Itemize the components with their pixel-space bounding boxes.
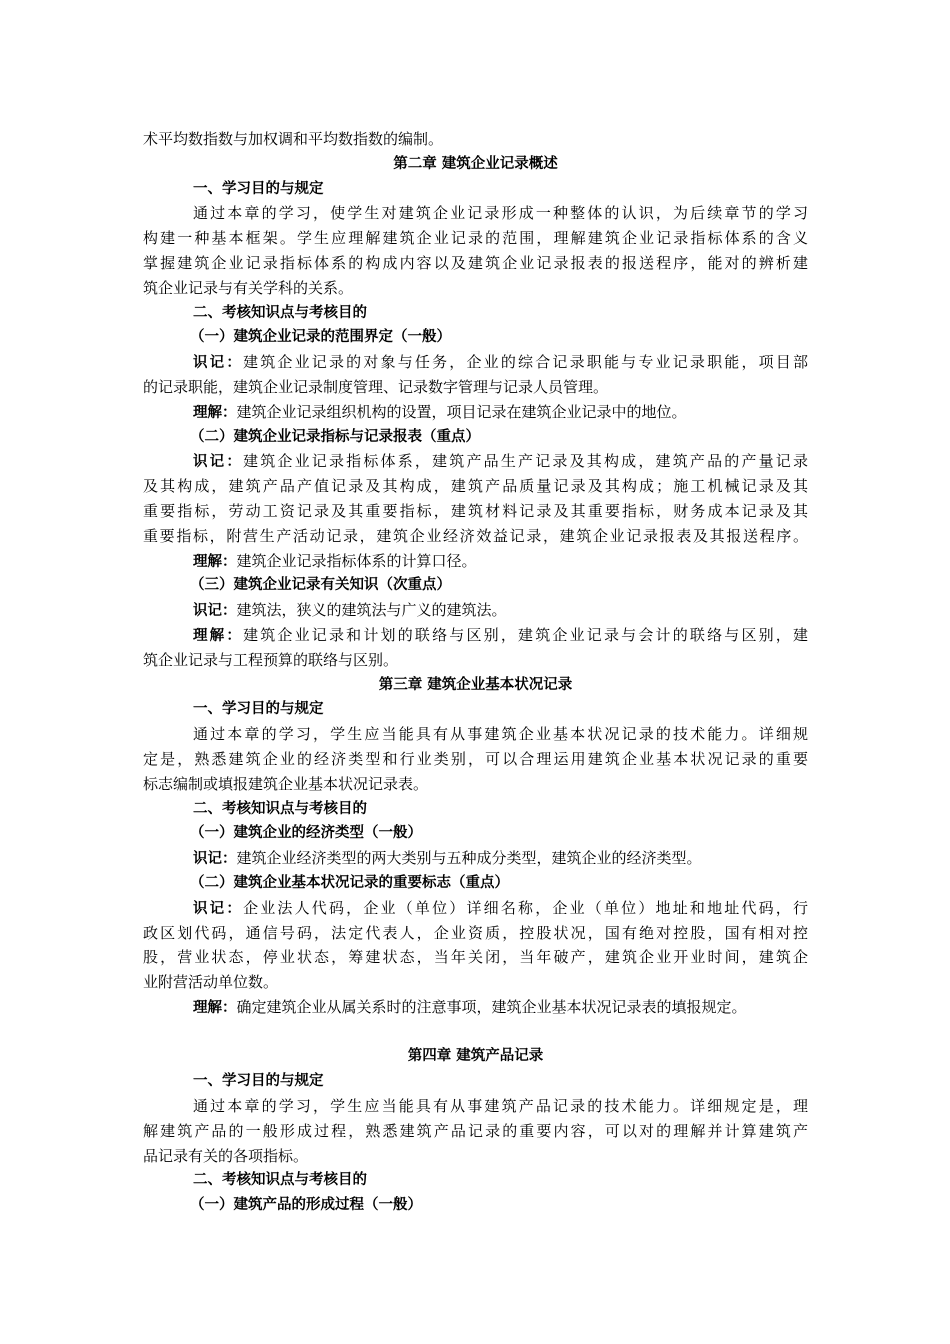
line-text: 一、学习目的与规定 <box>193 701 324 718</box>
line-text: 品记录有关的各项指标。 <box>143 1146 309 1165</box>
subsection-heading <box>143 821 808 846</box>
line-text: 建筑企业记录指标体系的计算口径。 <box>236 551 477 570</box>
paragraph-line <box>143 449 808 474</box>
line-text: 二、考核知识点与考核目的 <box>193 1172 367 1189</box>
chapter-heading <box>143 152 808 177</box>
line-text: 一、学习目的与规定 <box>193 1073 324 1090</box>
paragraph-line <box>143 226 808 251</box>
term-label: 识记： <box>193 355 244 372</box>
line-text: 建筑企业经济类型的两大类别与五种成分类型，建筑企业的经济类型。 <box>236 849 702 868</box>
paragraph-line <box>143 1094 808 1119</box>
subsection-heading <box>143 325 808 350</box>
line-text: 通过本章的学习，学生应当能具有从事建筑企业基本状况记录的技术能力。详细规 <box>193 725 808 744</box>
line-text: 建筑企业记录的对象与任务，企业的综合记录职能与专业记录职能，项目部 <box>243 353 808 372</box>
line-text: 的记录职能，建筑企业记录制度管理、记录数字管理与记录人员管理。 <box>143 377 609 396</box>
line-text: （一）建筑企业的经济类型（一般） <box>190 825 422 842</box>
line-text: 定是，熟悉建筑企业的经济类型和行业类别，可以合理运用建筑企业基本状况记录的重要 <box>143 749 808 768</box>
line-text: 术平均数指数与加权调和平均数指数的编制。 <box>143 130 444 148</box>
line-text: 掌握建筑企业记录指标体系的构成内容以及建筑企业记录报表的报送程序，能对的辨析建 <box>143 253 808 272</box>
line-text: 及其构成，建筑产品产值记录及其构成，建筑产品质量记录及其构成；施工机械记录及其 <box>143 477 808 496</box>
line-text: 确定建筑企业从属关系时的注意事项，建筑企业基本状况记录表的填报规定。 <box>236 997 747 1016</box>
term-label: 识记： <box>193 454 244 471</box>
section-heading <box>143 697 808 722</box>
line-text: （二）建筑企业记录指标与记录报表（重点） <box>190 428 480 445</box>
paragraph-line <box>143 549 808 574</box>
term-label: 识记： <box>193 603 237 620</box>
subsection-heading <box>143 871 808 896</box>
section-heading <box>143 1069 808 1094</box>
paragraph-line <box>143 350 808 375</box>
paragraph-line <box>143 127 808 152</box>
paragraph-line <box>143 846 808 871</box>
paragraph-line <box>143 970 808 995</box>
term-label: 识记： <box>193 900 244 917</box>
line-text: 股，营业状态，停业状态，筹建状态，当年关闭，当年破产，建筑企业开业时间，建筑企 <box>143 948 808 967</box>
subsection-heading <box>143 573 808 598</box>
line-text: （二）建筑企业基本状况记录的重要标志（重点） <box>190 874 509 891</box>
line-text: 二、考核知识点与考核目的 <box>193 304 367 321</box>
blank-line <box>143 1020 808 1045</box>
line-text: 构建一种基本框架。学生应理解建筑企业记录的范围，理解建筑企业记录指标体系的含义 <box>143 229 808 248</box>
paragraph-line <box>143 598 808 623</box>
line-text: 一、学习目的与规定 <box>193 180 324 197</box>
line-text: 重要指标，劳动工资记录及其重要指标，建筑材料记录及其重要指标，财务成本记录及其 <box>143 501 808 520</box>
line-text: 二、考核知识点与考核目的 <box>193 800 367 817</box>
paragraph-line <box>143 772 808 797</box>
paragraph-line <box>143 921 808 946</box>
paragraph-line <box>143 499 808 524</box>
line-text: 业附营活动单位数。 <box>143 973 279 992</box>
line-text: 政区划代码，通信号码，法定代表人，企业资质，控股状况，国有绝对控股，国有相对控 <box>143 923 808 942</box>
line-text: 第二章 建筑企业记录概述 <box>393 155 558 172</box>
line-text: 建筑企业记录指标体系，建筑产品生产记录及其构成，建筑产品的产量记录 <box>243 452 808 471</box>
line-text: 重要指标，附营生产活动记录，建筑企业经济效益记录，建筑企业记录报表及其报送程序。 <box>143 526 808 545</box>
term-label: 理解： <box>193 553 237 570</box>
paragraph-line <box>143 896 808 921</box>
line-text: （三）建筑企业记录有关知识（次重点） <box>190 577 451 594</box>
paragraph-line <box>143 1119 808 1144</box>
line-text: 建筑法，狭义的建筑法与广义的建筑法。 <box>236 601 507 620</box>
section-heading <box>143 301 808 326</box>
line-text: 通过本章的学习，学生应当能具有从事建筑产品记录的技术能力。详细规定是，理 <box>193 1097 808 1116</box>
term-label: 识记： <box>193 851 237 868</box>
paragraph-line <box>143 747 808 772</box>
line-text: 第三章 建筑企业基本状况记录 <box>378 676 573 693</box>
section-heading <box>143 177 808 202</box>
line-text: （一）建筑企业记录的范围界定（一般） <box>190 329 451 346</box>
paragraph-line <box>143 722 808 747</box>
term-label: 理解： <box>193 627 244 644</box>
line-text: 筑企业记录与有关学科的关系。 <box>143 278 354 297</box>
subsection-heading <box>143 1193 808 1218</box>
line-text: 建筑企业记录组织机构的设置，项目记录在建筑企业记录中的地位。 <box>236 402 687 421</box>
paragraph-line <box>143 623 808 648</box>
term-label: 理解： <box>193 999 237 1016</box>
line-text: 企业法人代码，企业（单位）详细名称，企业（单位）地址和地址代码，行 <box>243 898 808 917</box>
paragraph-line <box>143 251 808 276</box>
line-text: 通过本章的学习，使学生对建筑企业记录形成一种整体的认识，为后续章节的学习 <box>193 204 808 223</box>
paragraph-line <box>143 201 808 226</box>
document-page <box>143 127 808 1218</box>
line-text: 标志编制或填报建筑企业基本状况记录表。 <box>143 774 429 793</box>
paragraph-line <box>143 375 808 400</box>
line-text: 解建筑产品的一般形成过程，熟悉建筑产品记录的重要内容，可以对的理解并计算建筑产 <box>143 1121 808 1140</box>
paragraph-line <box>143 648 808 673</box>
line-text: 建筑企业记录和计划的联络与区别，建筑企业记录与会计的联络与区别，建 <box>243 625 808 644</box>
paragraph-line <box>143 945 808 970</box>
term-label: 理解： <box>193 404 237 421</box>
chapter-heading <box>143 1044 808 1069</box>
line-text: 筑企业记录与工程预算的联络与区别。 <box>143 650 399 669</box>
paragraph-line <box>143 400 808 425</box>
chapter-heading <box>143 673 808 698</box>
subsection-heading <box>143 425 808 450</box>
paragraph-line <box>143 1144 808 1169</box>
paragraph-line <box>143 995 808 1020</box>
paragraph-line <box>143 276 808 301</box>
line-text: 第四章 建筑产品记录 <box>407 1048 544 1065</box>
paragraph-line <box>143 524 808 549</box>
section-heading <box>143 1168 808 1193</box>
line-text: （一）建筑产品的形成过程（一般） <box>190 1197 422 1214</box>
section-heading <box>143 797 808 822</box>
paragraph-line <box>143 474 808 499</box>
